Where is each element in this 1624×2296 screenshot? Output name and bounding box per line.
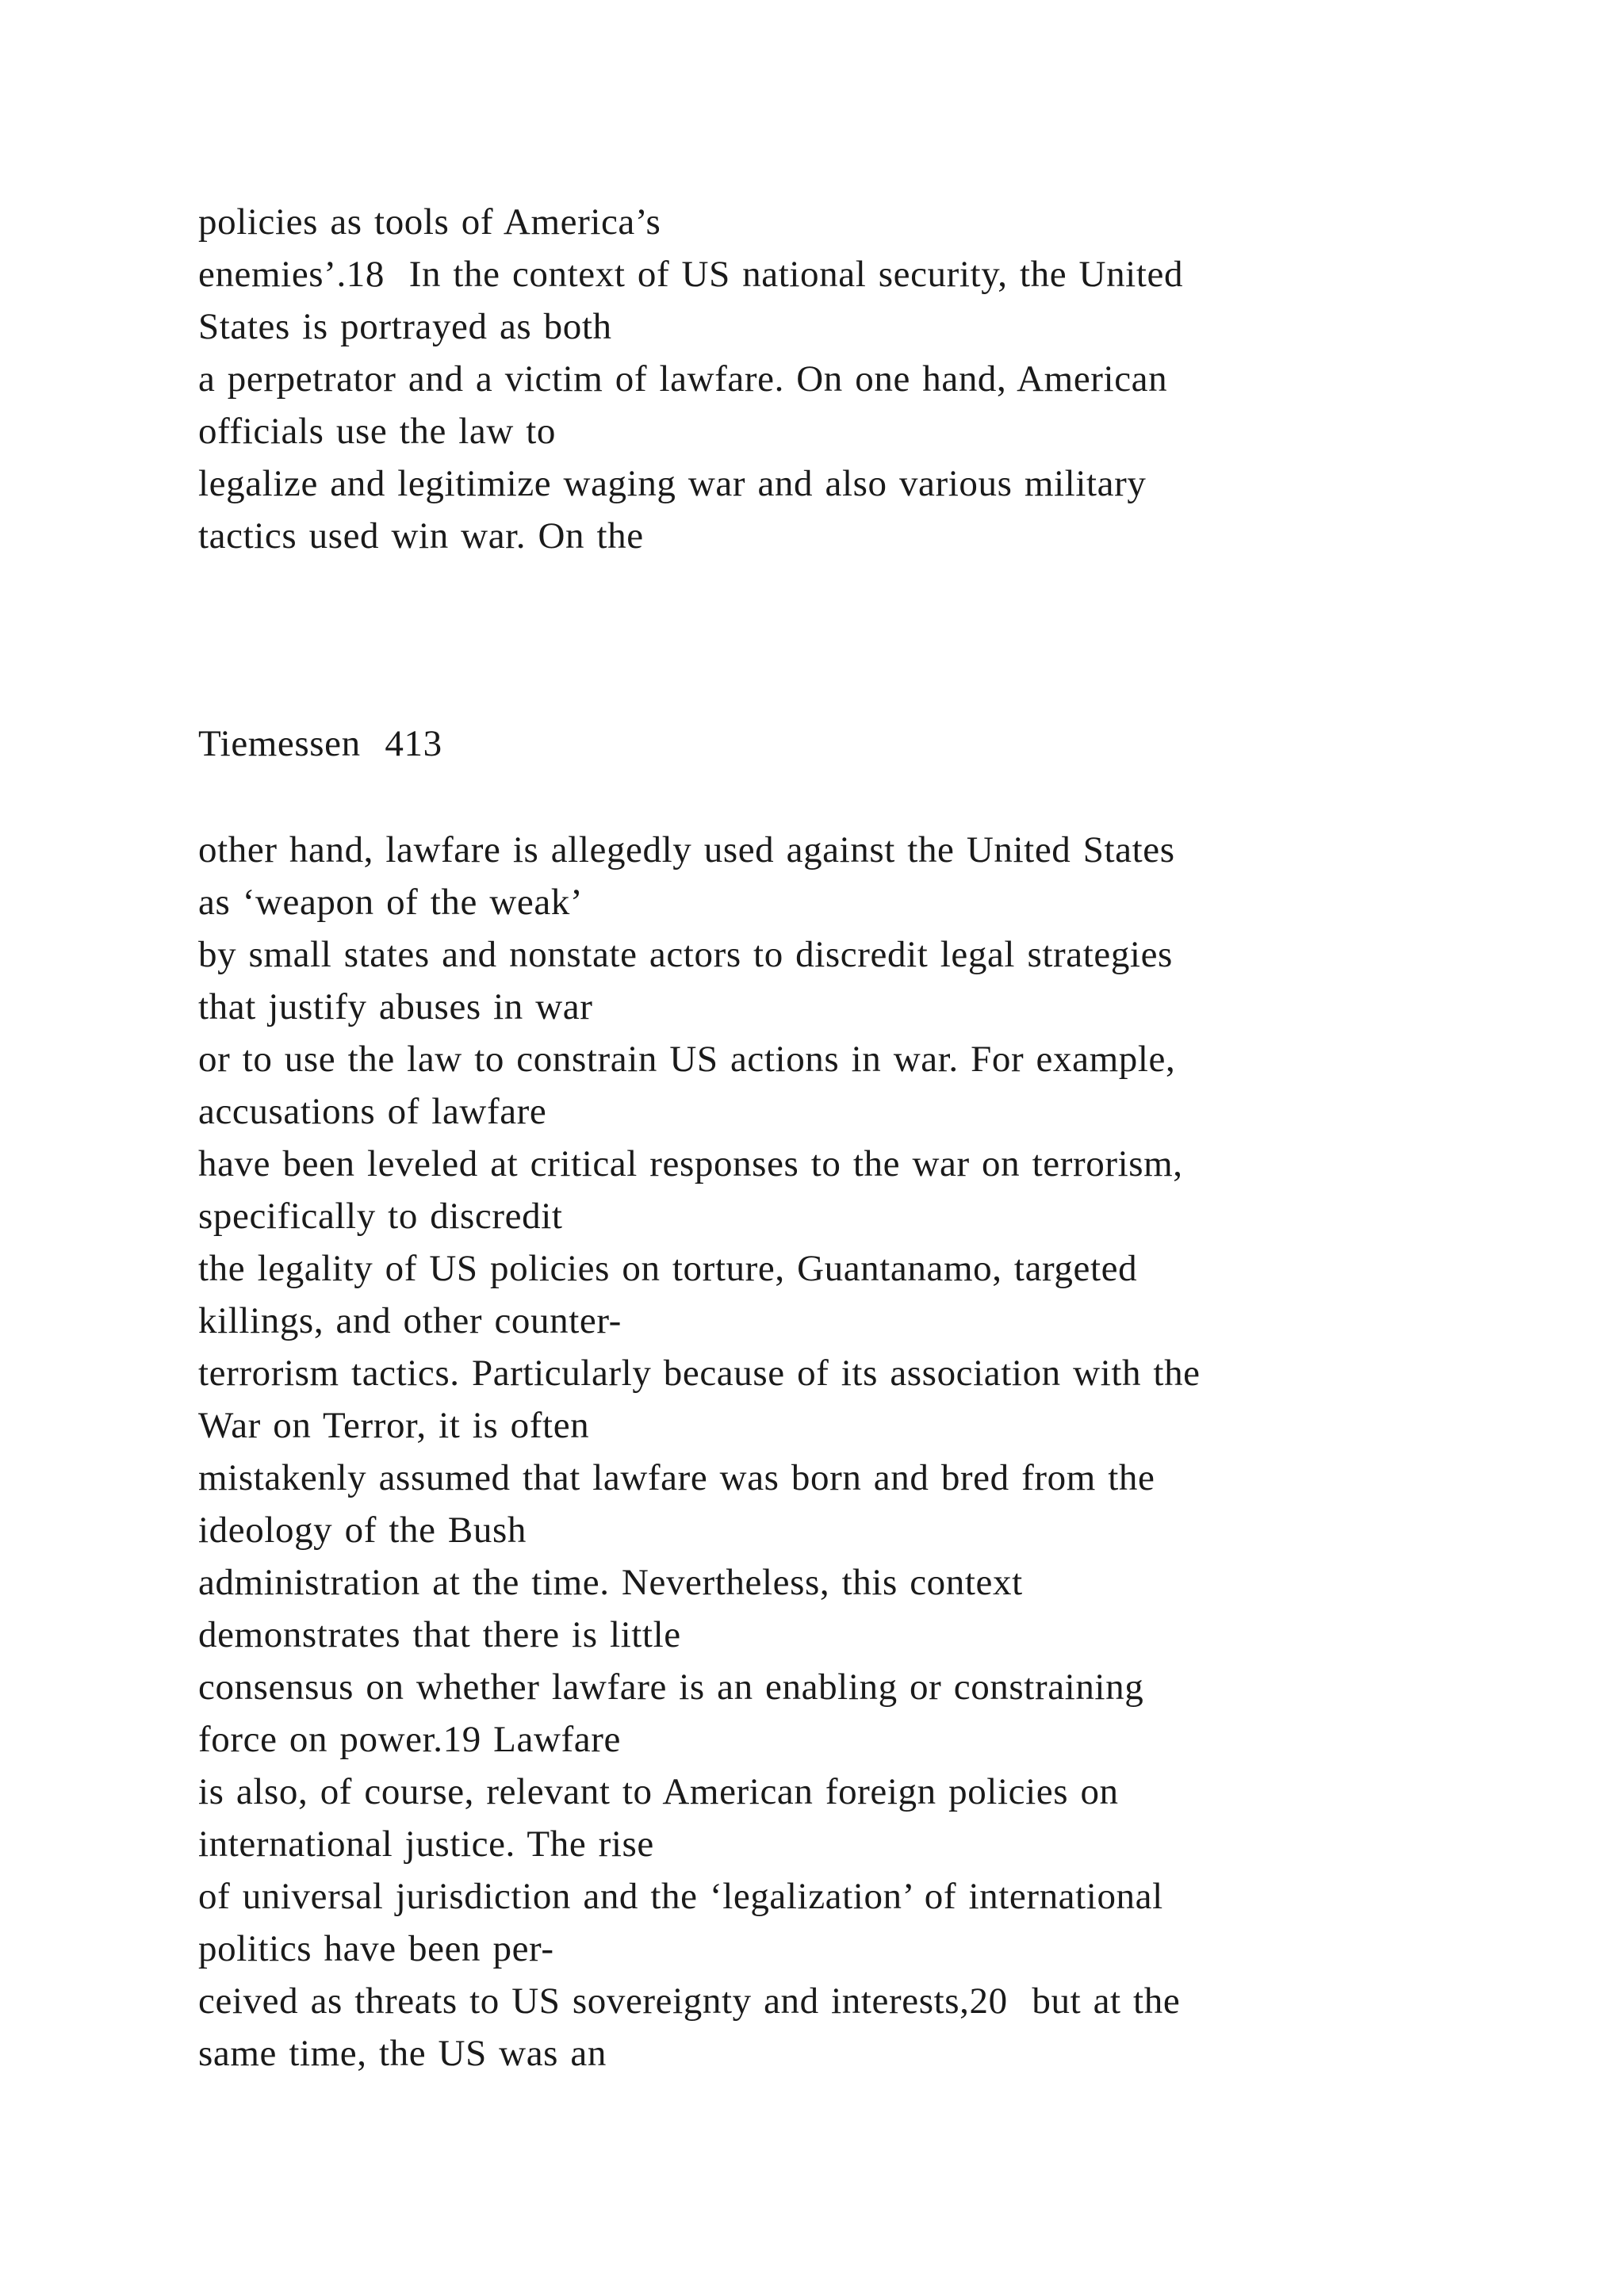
text-line: by small states and nonstate actors to discredit legal strategies <box>198 934 1173 975</box>
text-line: War on Terror, it is often <box>198 1405 590 1446</box>
text-line: legalize and legitimize waging war and also various military <box>198 463 1147 504</box>
text-line: States is portrayed as both <box>198 306 612 347</box>
text-line: demonstrates that there is little <box>198 1614 681 1655</box>
text-line: politics have been per- <box>198 1928 554 1969</box>
text-line: officials use the law to <box>198 411 557 452</box>
text-line: of universal jurisdiction and the ‘legalization’ of international <box>198 1876 1163 1917</box>
text-line: ideology of the Bush <box>198 1510 527 1551</box>
text-line: policies as tools of America’s <box>198 201 661 243</box>
text-line: a perpetrator and a victim of lawfare. On one hand, American <box>198 358 1168 400</box>
text-line: the legality of US policies on torture, Guantanamo, targeted <box>198 1248 1138 1289</box>
text-line: mistakenly assumed that lawfare was born and bred from the <box>198 1457 1155 1498</box>
text-line: same time, the US was an <box>198 2033 607 2074</box>
text-line: enemies’.18 In the context of US national security, the United <box>198 254 1184 295</box>
text-line: accusations of lawfare <box>198 1091 547 1132</box>
text-line: that justify abuses in war <box>198 986 593 1027</box>
text-line: administration at the time. Nevertheless, this context <box>198 1562 1023 1603</box>
text-line: force on power.19 Lawfare <box>198 1719 621 1760</box>
text-line: other hand, lawfare is allegedly used against the United States <box>198 829 1175 871</box>
text-line: consensus on whether lawfare is an enabling or constraining <box>198 1667 1144 1708</box>
text-line: or to use the law to constrain US actions in war. For example, <box>198 1039 1176 1080</box>
text-line: ceived as threats to US sovereignty and interests,20 but at the <box>198 1980 1181 2022</box>
text-line: have been leveled at critical responses to the war on terrorism, <box>198 1143 1183 1184</box>
text-line: tactics used win war. On the <box>198 515 644 557</box>
text-line: as ‘weapon of the weak’ <box>198 882 584 923</box>
text-line: killings, and other counter- <box>198 1300 622 1341</box>
text-line: is also, of course, relevant to American foreign policies on <box>198 1771 1119 1812</box>
text-line: specifically to discredit <box>198 1196 563 1237</box>
running-header: Tiemessen 413 <box>198 723 442 764</box>
text-line: terrorism tactics. Particularly because of its association with the <box>198 1353 1201 1394</box>
text-line: international justice. The rise <box>198 1823 654 1865</box>
